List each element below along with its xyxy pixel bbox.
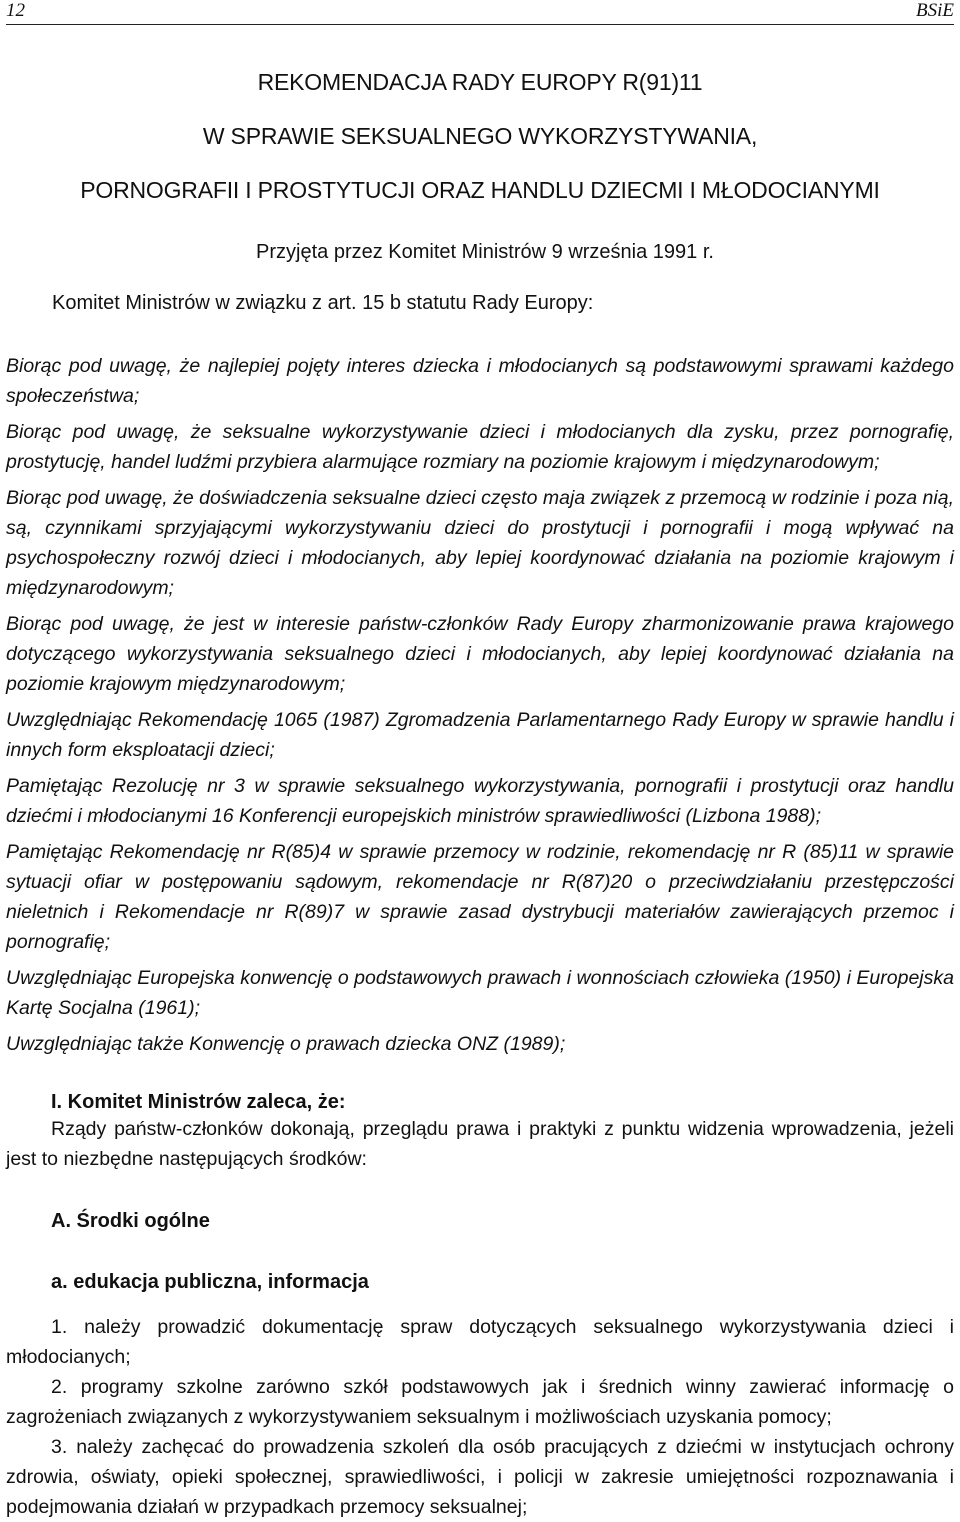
title-line-1: REKOMENDACJA RADY EUROPY R(91)11 <box>257 69 703 95</box>
section-text: Rządy państw-członków dokonają, przeglądu prawa i praktyki z punktu widzenia wprowadzenia, jeżeli jest to niezbędne następujących środków: <box>6 1118 954 1170</box>
preamble-clause: Uwzględniając także Konwencję o prawach dziecka ONZ (1989); <box>6 1033 566 1055</box>
preamble-clause: Biorąc pod uwagę, że seksualne wykorzystywanie dzieci i młodocianych dla zysku, przez pornografię, prostytucję, handel ludźmi przybiera alarmujące rozmiary na poziomie krajowym i międzynarodowym; <box>6 421 954 473</box>
title-line-2: W SPRAWIE SEKSUALNEGO WYKORZYSTYWANIA, <box>202 123 758 149</box>
preamble-clause: Uwzględniając Rekomendację 1065 (1987) Zgromadzenia Parlamentarnego Rady Europy w sprawie handlu i innych form eksploatacji dzieci; <box>6 709 954 761</box>
publication-name: BSiE <box>916 0 954 21</box>
adoption-date: Przyjęta przez Komitet Ministrów 9 września 1991 r. <box>256 241 714 263</box>
list-item: 1. należy prowadzić dokumentację spraw dotyczących seksualnego wykorzystywania dzieci i młodocianych; <box>6 1316 954 1368</box>
document-title <box>6 55 954 217</box>
list-item: 3. należy zachęcać do prowadzenia szkoleń dla osób pracujących z dziećmi w instytucjach ochrony zdrowia, oświaty, opieki społecznej, sprawiedliwości, i policji w zakresie umiejętności rozpoznawania i podejmowania działań w przypadkach przemocy seksualnej; <box>6 1436 954 1518</box>
list-item: 2. programy szkolne zarówno szkół podstawowych jak i średnich winny zawierać informację o zagrożeniach związanych z wykorzystywaniem seksualnym i możliwościach uzyskania pomocy; <box>6 1376 954 1428</box>
preamble-clause: Biorąc pod uwagę, że doświadczenia seksualne dzieci często maja związek z przemocą w rodzinie i poza nią, są, czynnikami sprzyjającymi wykorzystywaniu dzieci do prostytucji i pornografii i mogą wpływać na psychospołeczny rozwój dzieci i młodocianych, aby lepiej koordynować działania na poziomie krajowym i międzynarodowym; <box>6 487 954 599</box>
subsection-heading: A. Środki ogólne <box>51 1210 210 1232</box>
preamble-clause: Pamiętając Rezolucję nr 3 w sprawie seksualnego wykorzystywania, pornografii i prostytucji oraz handlu dziećmi i młodocianymi 16 Konferencji europejskich ministrów sprawiedliwości (Lizbona 1988); <box>6 775 954 827</box>
preamble-clause: Biorąc pod uwagę, że jest w interesie państw-członków Rady Europy zharmonizowanie prawa krajowego dotyczącego wykorzystywania seksualnego dzieci i młodocianych, aby lepiej koordynować działania na poziomie krajowym międzynarodowym; <box>6 613 954 695</box>
running-header <box>6 0 954 24</box>
numbered-list <box>6 1312 954 1522</box>
title-line-3: PORNOGRAFII I PROSTYTUCJI ORAZ HANDLU DZIECMI I MŁODOCIANYMI <box>80 177 880 203</box>
lead-sentence: Komitet Ministrów w związku z art. 15 b statutu Rady Europy: <box>52 292 594 314</box>
preamble-clause: Biorąc pod uwagę, że najlepiej pojęty interes dziecka i młodocianych są podstawowymi sprawami każdego społeczeństwa; <box>6 355 954 407</box>
section-heading: I. Komitet Ministrów zaleca, że: <box>51 1091 346 1113</box>
header-divider <box>6 24 954 25</box>
subsubsection-heading: a. edukacja publiczna, informacja <box>51 1271 369 1293</box>
preamble <box>6 351 954 1059</box>
preamble-clause: Uwzględniając Europejska konwencję o podstawowych prawach i wonnościach człowieka (1950) i Europejska Kartę Socjalna (1961); <box>6 967 954 1019</box>
preamble-clause: Pamiętając Rekomendację nr R(85)4 w sprawie przemocy w rodzinie, rekomendację nr R (85)11 w sprawie sytuacji ofiar w postępowaniu sądowym, rekomendacje nr R(87)20 o przeciwdziałaniu przestępczości nieletnich i Rekomendacje nr R(89)7 w sprawie zasad dystrybucji materiałów zawierających przemoc i pornografię; <box>6 841 954 953</box>
page-number: 12 <box>6 0 25 21</box>
